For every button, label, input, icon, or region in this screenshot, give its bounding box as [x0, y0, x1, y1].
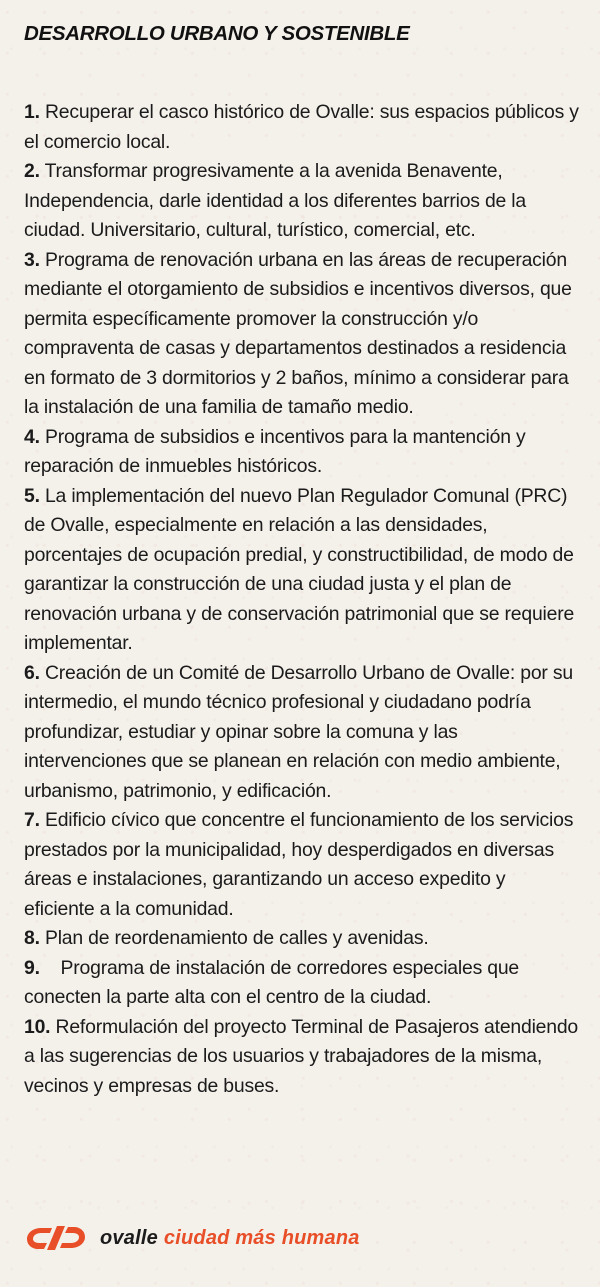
list-item	[24, 246, 580, 423]
brand-text	[100, 1227, 360, 1250]
list-item	[24, 806, 580, 924]
item-text: Edificio cívico que concentre el funcionamiento de los servicios prestados por la municipalidad, hoy desperdigados en diversas áreas e instalaciones, garantizando un acceso expedito y eficiente a la comunidad.	[24, 809, 574, 920]
item-number: 4.	[24, 425, 40, 448]
item-number: 1.	[24, 101, 40, 123]
item-number: 8.	[24, 927, 40, 949]
footer-brand	[24, 1222, 360, 1254]
item-text: Plan de reordenamiento de calles y avenidas.	[39, 927, 429, 949]
item-text: Programa de subsidios e incentivos para la mantención y reparación de inmuebles históricos.	[24, 425, 526, 477]
item-number: 7.	[24, 809, 40, 831]
item-number: 2.	[24, 160, 40, 182]
item-text: Transformar progresivamente a la avenida Benavente, Independencia, darle identidad a los diferentes barrios de la ciudad. Universitario, cultural, turístico, comercial, etc.	[24, 160, 527, 241]
item-number: 3.	[24, 248, 40, 271]
brand-name: ovalle	[100, 1226, 158, 1249]
item-text: Creación de un Comité de Desarrollo Urbano de Ovalle: por su intermedio, el mundo técnico profesional y ciudadano podría profundizar, estudiar y opinar sobre la comuna y las intervenciones que se planean en relación con medio ambiente, urbanismo, patrimonio, y edificación.	[24, 661, 573, 802]
document	[24, 20, 580, 1101]
item-text: Programa de instalación de corredores especiales que conecten la parte alta con el centro de la ciudad.	[24, 956, 525, 1008]
item-text: Recuperar el casco histórico de Ovalle: sus espacios públicos y el comercio local.	[24, 101, 579, 153]
section-heading: DESARROLLO URBANO Y SOSTENIBLE	[24, 22, 410, 45]
list-item	[24, 954, 580, 1013]
proposal-list	[24, 98, 580, 1101]
list-item	[24, 924, 580, 954]
list-item	[24, 1013, 580, 1102]
list-item	[24, 659, 580, 807]
item-number: 9.	[24, 956, 40, 979]
list-item	[24, 482, 580, 659]
list-item	[24, 98, 580, 157]
logo-left-swoosh	[27, 1228, 52, 1249]
logo-right-swoosh	[60, 1227, 85, 1248]
item-number: 10.	[24, 1015, 51, 1038]
brand-tagline: ciudad más humana	[163, 1226, 360, 1249]
item-number: 6.	[24, 661, 40, 684]
item-number: 5.	[24, 484, 40, 507]
item-text: Reformulación del proyecto Terminal de Pasajeros atendiendo a las sugerencias de los usuarios y trabajadores de la misma, vecinos y empresas de buses.	[24, 1015, 579, 1097]
item-text: La implementación del nuevo Plan Regulador Comunal (PRC) de Ovalle, especialmente en relación a las densidades, porcentajes de ocupación predial, y constructibilidad, de modo de garantizar la construcción de una ciudad justa y el plan de renovación urbana y de conservación patrimonial que se requiere implementar.	[24, 484, 575, 654]
list-item	[24, 157, 580, 246]
item-text: Programa de renovación urbana en las áreas de recuperación mediante el otorgamiento de subsidios e incentivos diversos, que permita específicamente promover la construcción y/o compraventa de casas y departamentos destinados a residencia en formato de 3 dormitorios y 2 baños, mínimo a considerar para la instalación de una familia de tamaño medio.	[24, 248, 572, 418]
ovalle-logo-icon	[24, 1222, 88, 1254]
list-item	[24, 423, 580, 482]
